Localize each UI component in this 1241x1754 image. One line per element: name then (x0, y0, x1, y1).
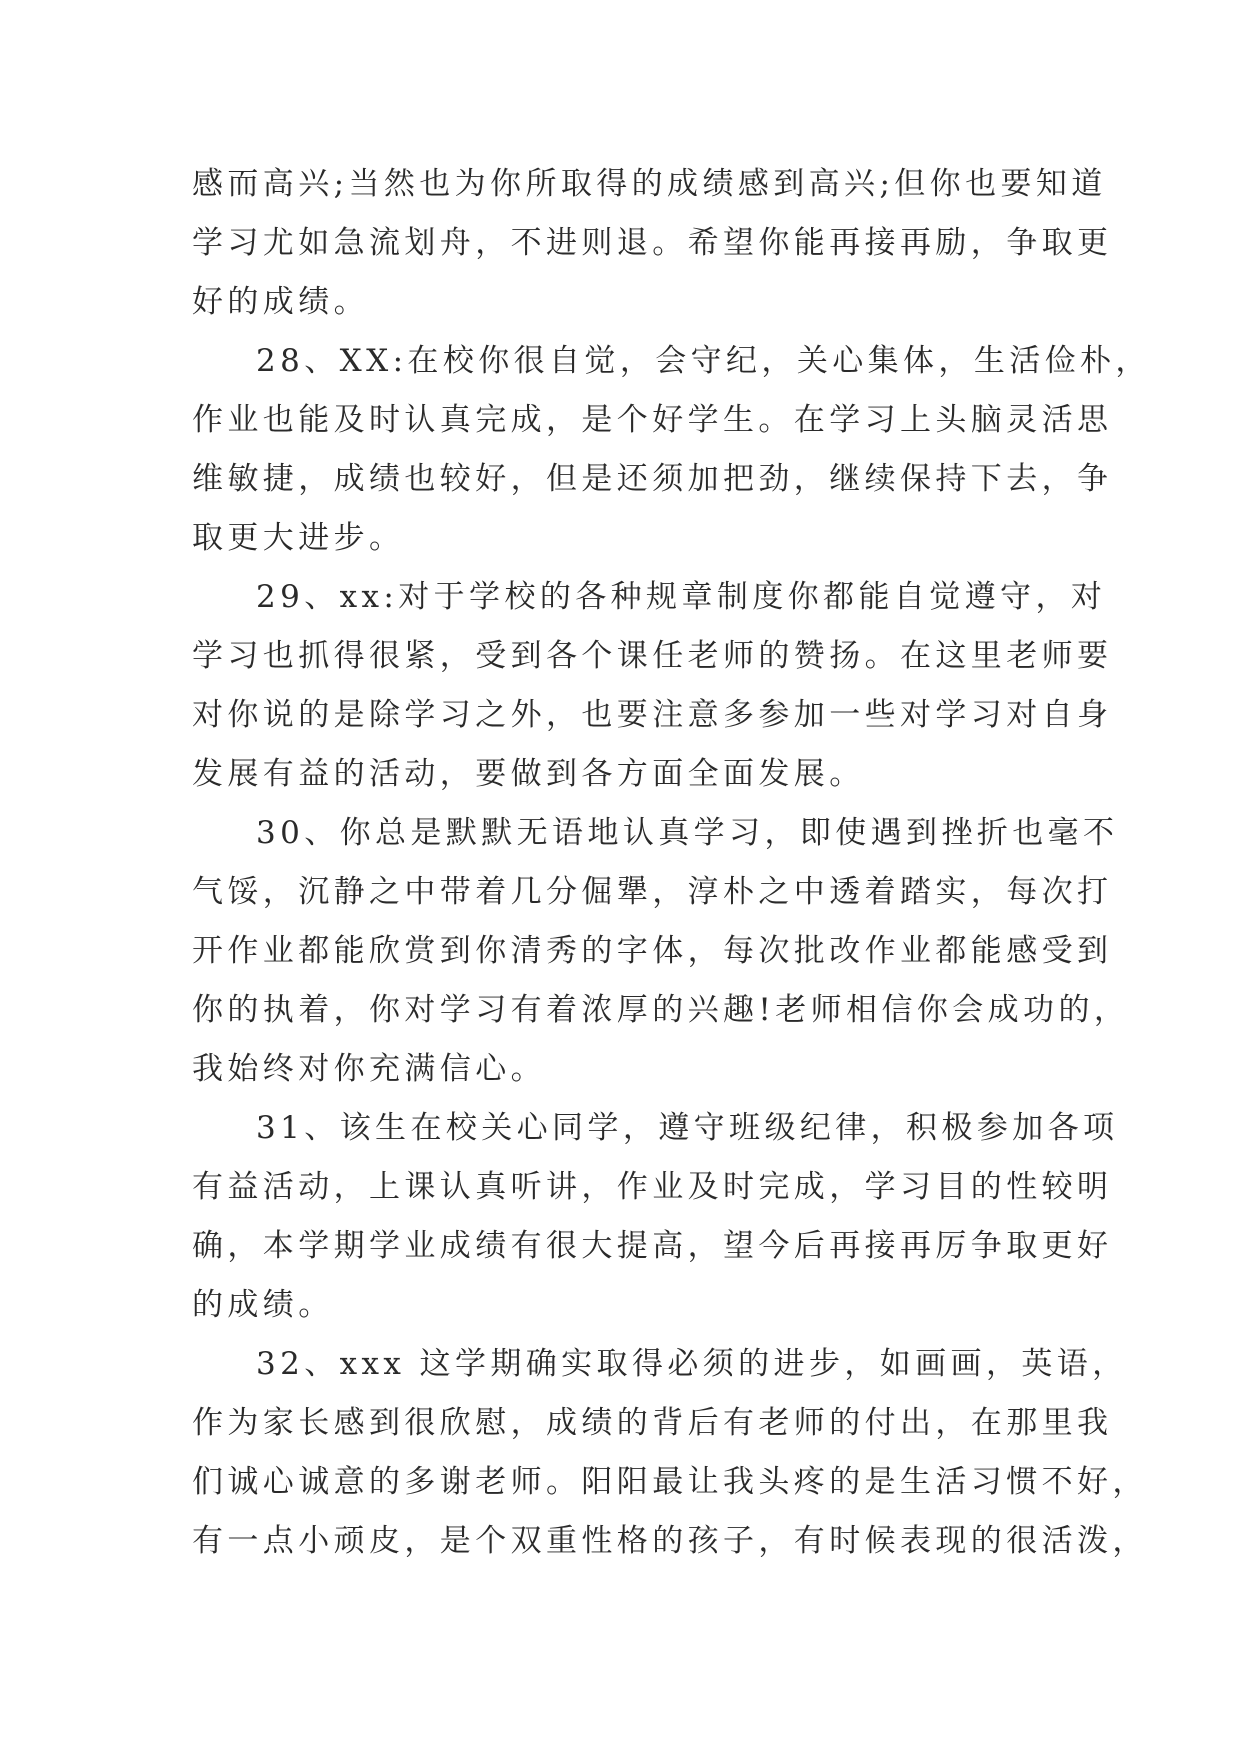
text-line: 的成绩。 (192, 1287, 334, 1323)
text-line: 发展有益的活动，要做到各方面全面发展。 (192, 756, 865, 792)
text-line: 有益活动，上课认真听讲，作业及时完成，学习目的性较明 (192, 1169, 1113, 1205)
text-line: 取更大进步。 (192, 520, 405, 556)
text-line: 28、XX:在校你很自觉，会守纪，关心集体，生活俭朴， (256, 343, 1151, 379)
text-line: 作业也能及时认真完成，是个好学生。在学习上头脑灵活思 (192, 402, 1113, 438)
text-line: 维敏捷，成绩也较好，但是还须加把劲，继续保持下去，争 (192, 461, 1113, 497)
document-body (192, 155, 1151, 1571)
text-line: 学习也抓得很紧，受到各个课任老师的赞扬。在这里老师要 (192, 638, 1113, 674)
paragraph-32 (192, 1335, 1148, 1571)
paragraph-28 (192, 332, 1151, 568)
text-line: 31、该生在校关心同学，遵守班级纪律，积极参加各项 (256, 1110, 1119, 1146)
text-line: 你的执着，你对学习有着浓厚的兴趣!老师相信你会成功的， (192, 992, 1130, 1028)
text-line: 学习尤如急流划舟，不进则退。希望你能再接再励，争取更 (192, 225, 1113, 261)
text-line: 气馁，沉静之中带着几分倔犟，淳朴之中透着踏实，每次打 (192, 874, 1113, 910)
text-line: 好的成绩。 (192, 284, 369, 320)
text-line: 开作业都能欣赏到你清秀的字体，每次批改作业都能感受到 (192, 933, 1113, 969)
text-line: 们诚心诚意的多谢老师。阳阳最让我头疼的是生活习惯不好， (192, 1464, 1148, 1500)
text-line: 32、xxx 这学期确实取得必须的进步，如画画，英语， (256, 1346, 1128, 1382)
text-line: 确，本学期学业成绩有很大提高，望今后再接再厉争取更好 (192, 1228, 1113, 1264)
text-line: 29、xx:对于学校的各种规章制度你都能自觉遵守，对 (256, 579, 1107, 615)
text-line: 有一点小顽皮，是个双重性格的孩子，有时候表现的很活泼， (192, 1523, 1148, 1559)
text-line: 对你说的是除学习之外，也要注意多参加一些对学习对自身 (192, 697, 1113, 733)
paragraph-continued (192, 155, 1113, 332)
paragraph-31 (192, 1099, 1119, 1335)
text-line: 感而高兴;当然也为你所取得的成绩感到高兴;但你也要知道 (192, 166, 1107, 202)
text-line: 我始终对你充满信心。 (192, 1051, 546, 1087)
paragraph-30 (192, 804, 1130, 1099)
paragraph-29 (192, 568, 1113, 804)
text-line: 30、你总是默默无语地认真学习，即使遇到挫折也毫不 (256, 815, 1119, 851)
text-line: 作为家长感到很欣慰，成绩的背后有老师的付出，在那里我 (192, 1405, 1113, 1441)
